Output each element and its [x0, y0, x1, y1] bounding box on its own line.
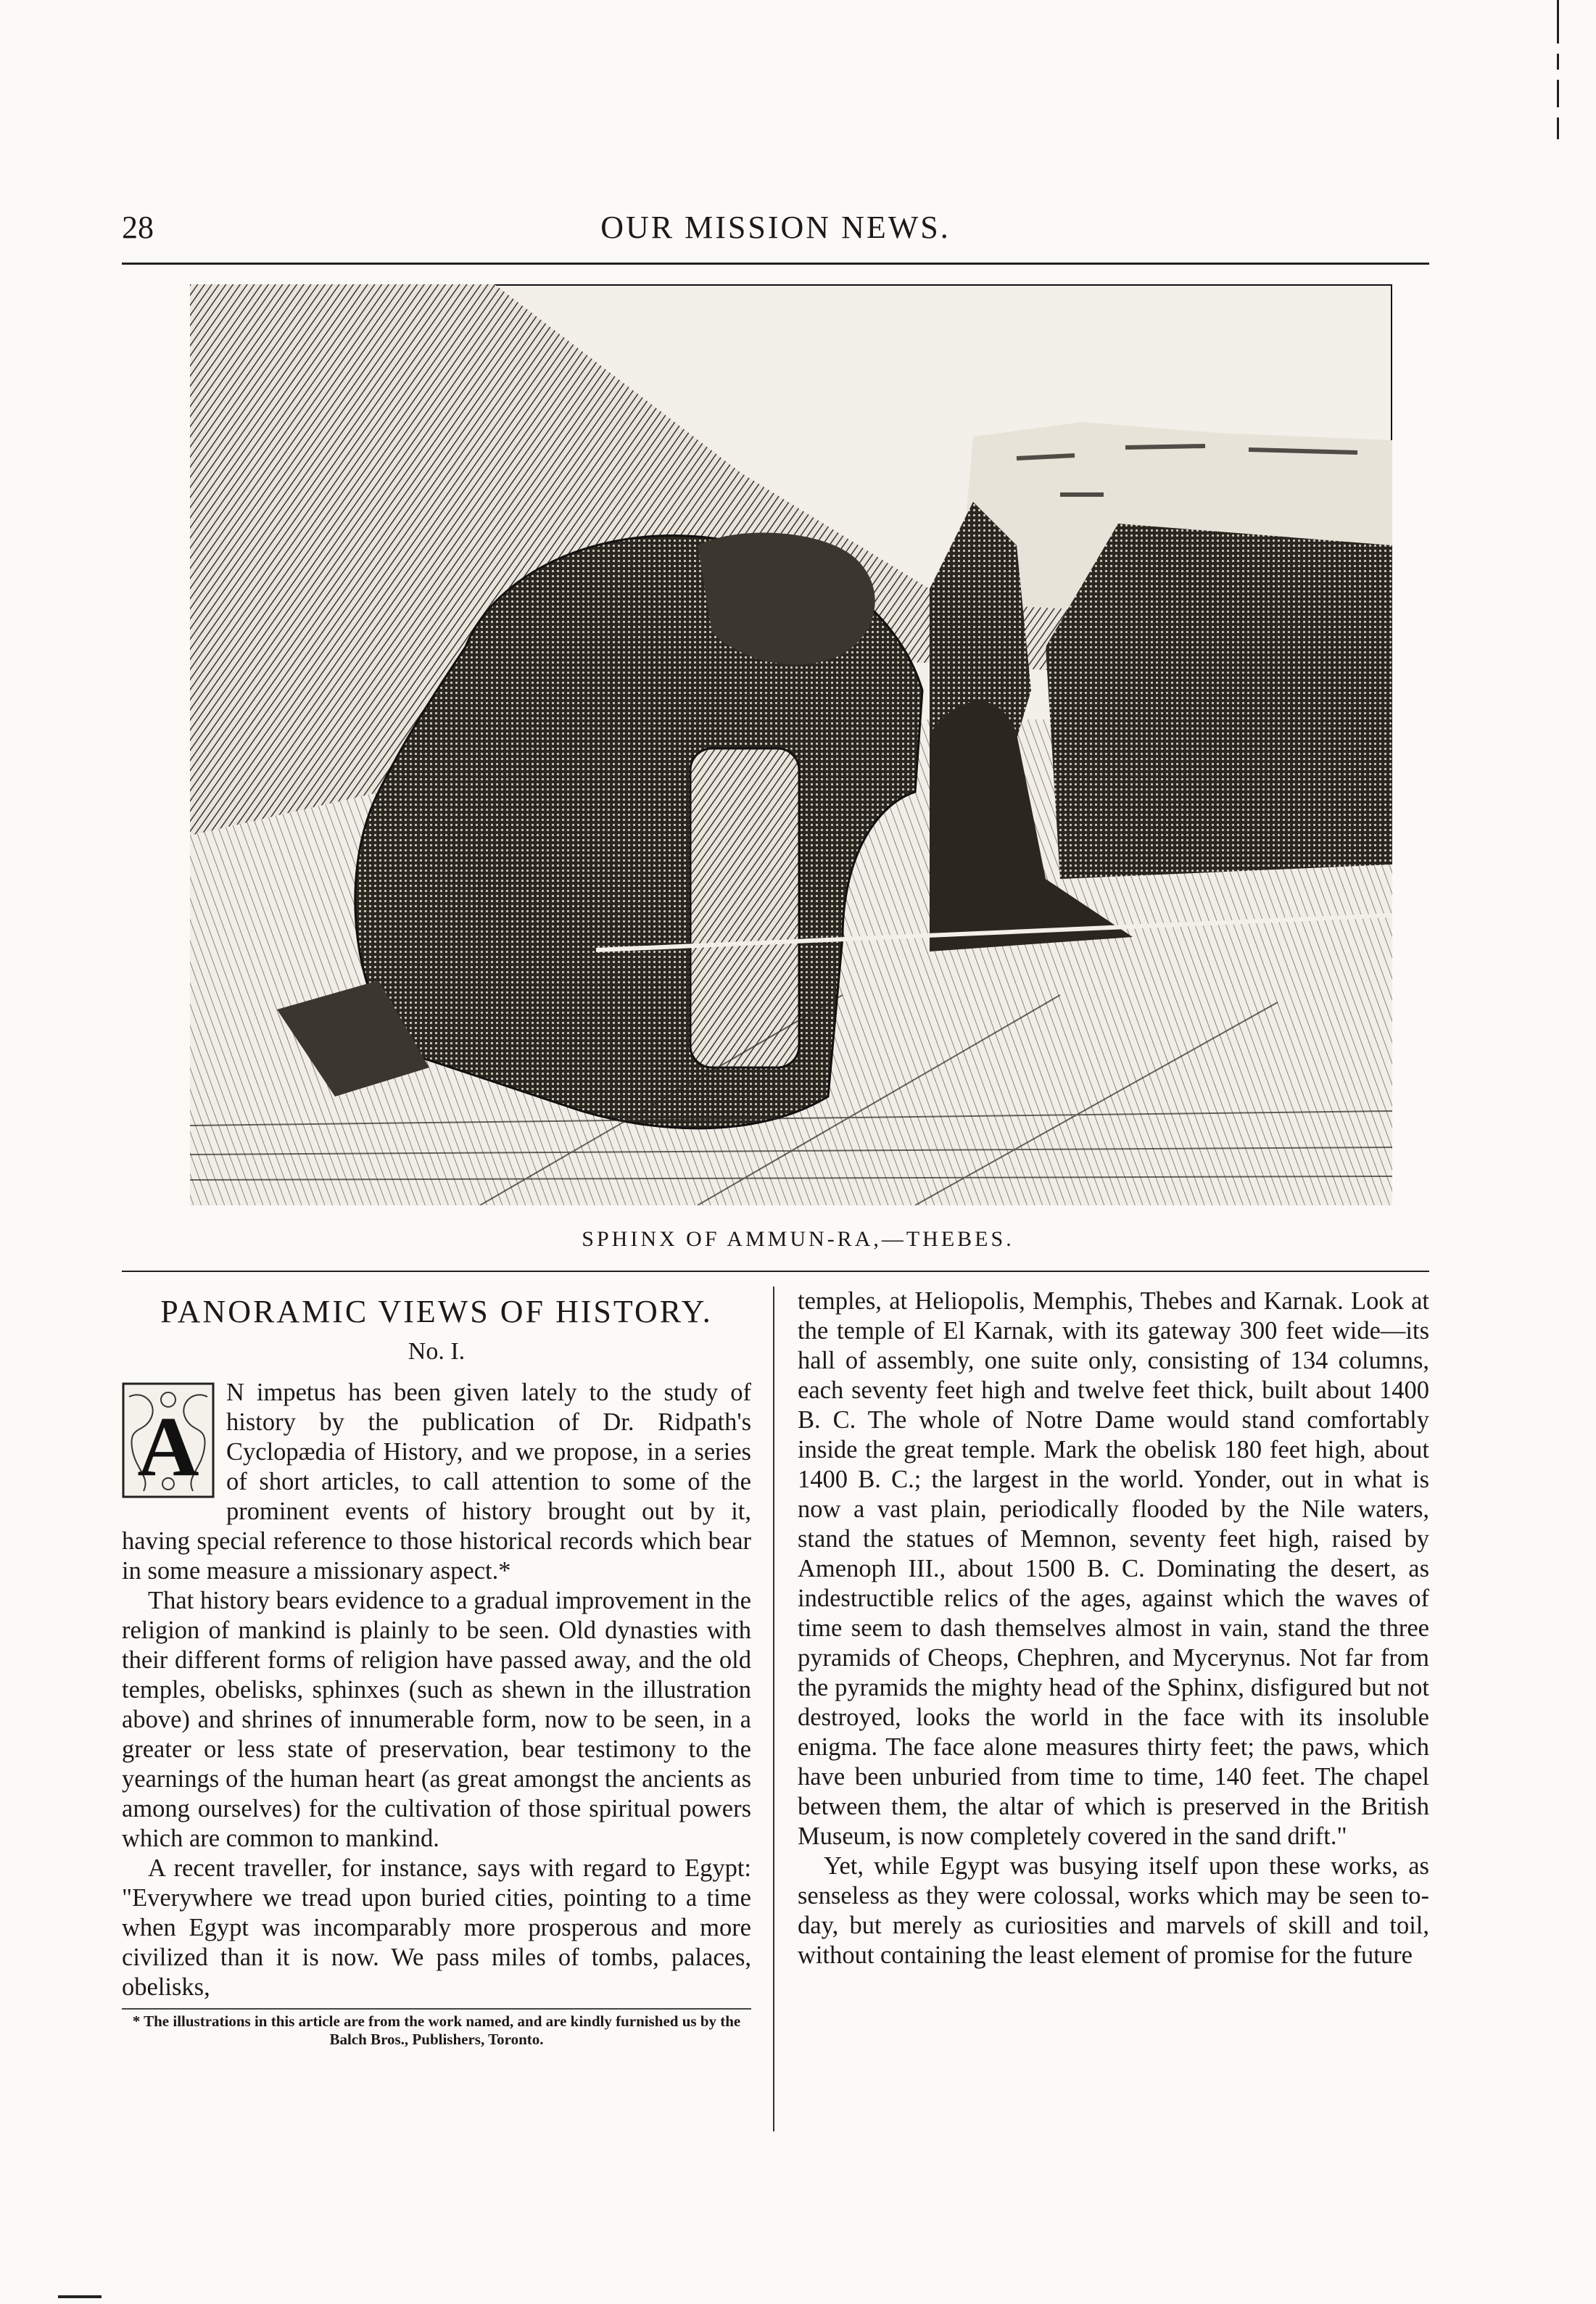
caption-rule [122, 1271, 1429, 1272]
paragraph-egypt-works: Yet, while Egypt was busying itself upon these works, as senseless as they were colossal, works which may be seen to-day, but merely as curiosities and marvels of skill and toil, without containing the least element of promise for the future [798, 1852, 1429, 1969]
paragraph-temples: temples, at Heliopolis, Memphis, Thebes and Karnak. Look at the temple of El Karnak, with its gateway 300 feet wide—its hall of assembly, one suite only, consisting of 134 columns, each seventy feet high and twelve feet thick, built about 1400 B. C. The whole of Notre Dame would stand comfortably inside the great temple. Mark the obelisk 180 feet high, about 1400 B. C.; the largest in the world. Yonder, out in what is now a vast plain, periodically flooded by the Nile waters, stand the statues of Memnon, seventy feet high, raised by Amenoph III., about 1500 B. C. Dominating the desert, as indestructible relics of the ages, against which the waves of time seem to dash themselves almost in vain, stand the three pyramids of Cheops, Chephren, and Mycerynus. Not far from the pyramids the mighty head of the Sphinx, disfigured but not destroyed, looks the world in the face with its insoluble enigma. The face alone measures thirty feet; the paws, which have been unburied from time to time, 140 feet. The chapel between them, the altar of which is preserved in the British Museum, is now completely covered in the sand drift." [798, 1287, 1429, 1850]
left-column [122, 1287, 751, 2049]
running-title: OUR MISSION NEWS. [600, 210, 951, 245]
scan-edge-marks [1557, 0, 1560, 167]
article-number: No. I. [408, 1338, 466, 1365]
article-title: PANORAMIC VIEWS OF HISTORY. [160, 1294, 713, 1329]
paragraph-history: That history bears evidence to a gradual improvement in the religion of mankind is plainly to be seen. Old dynasties with their different forms of religion have passed away, and the old temples, obelisks, sphinxes (such as shewn in the illustration above) and shrines of innumerable form, now to be seen, in a greater or less state of preservation, bear testimony to the yearnings of the human heart (as great amongst the ancients as among ourselves) for the cultivation of those spiritual powers which are common to mankind. [122, 1587, 751, 1852]
dropcap-letter: A [137, 1399, 199, 1494]
paragraph-traveller: A recent traveller, for instance, says with regard to Egypt: "Everywhere we tread upon buried cities, pointing to a time when Egypt was incomparably more prosperous and more civilized than it is now. We pass miles of tombs, palaces, obelisks, [122, 1854, 751, 2001]
illustration-caption: SPHINX OF AMMUN-RA,—THEBES. [582, 1227, 1014, 1251]
footnote: * The illustrations in this article are from the work named, and are kindly furnished us by the Balch Bros., Publishers, Toronto. [132, 2012, 741, 2048]
header-rule [122, 263, 1429, 265]
paragraph-intro: N impetus has been given lately to the study of history by the publication of Dr. Ridpath's Cyclopædia of History, and we propose, in a series of short articles, to call attention to some of the prominent events of history brought out by it, having special reference to those historical records which bear in some measure a missionary aspect.* [122, 1379, 751, 1585]
page-header [122, 209, 1429, 252]
sphinx-illustration [190, 284, 1392, 1205]
ornamental-dropcap [122, 1382, 215, 1498]
column-divider [773, 1287, 774, 2131]
footnote-rule [122, 2008, 751, 2010]
right-column [798, 1287, 1429, 1970]
page-number: 28 [122, 210, 154, 245]
scan-corner-mark [58, 2295, 102, 2298]
